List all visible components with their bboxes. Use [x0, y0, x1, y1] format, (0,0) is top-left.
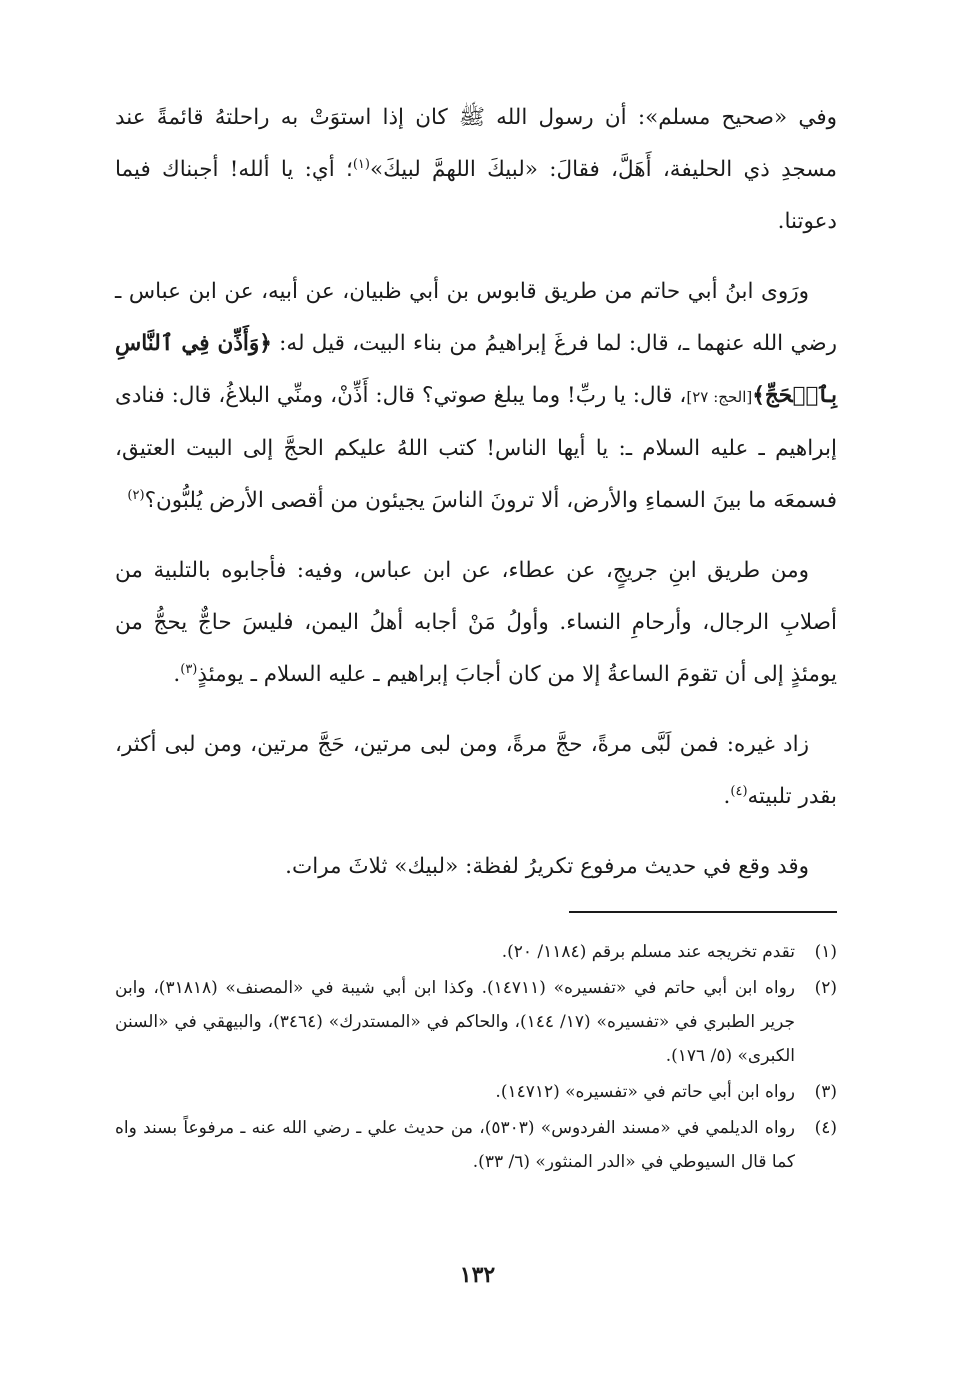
paragraph-5-text: وقد وقع في حديث مرفوع تكريرُ لفظة: «لبيك» ثلاثَ مرات. [285, 854, 809, 879]
footnote-number: (٢) [814, 978, 837, 998]
footnote-divider [569, 911, 837, 913]
paragraph-3-text: ومن طريق ابنِ جريجٍ، عن عطاء، عن ابن عباس، وفيه: فأجابوه بالتلبية من أصلابِ الرجال، وأرحامِ النساء. وأولُ مَنْ أجابه أهلُ اليمن، فليسَ حاجٌّ يحجُّ من يومئذٍ إلى أن تقومَ الساعةُ إلا من كان أجابَ إبراهيم ـ عليه السلام ـ يومئذٍ [115, 558, 837, 687]
footnote-ref-1: (١) [352, 156, 370, 172]
footnote-number: (٤) [814, 1118, 837, 1138]
footnote-text: رواه الديلمي في «مسند الفردوس» (٥٣٠٣)، من حديث علي ـ رضي الله عنه ـ مرفوعاً بسند واه كما قال السيوطي في «الدر المنثور» (٦/ ٣٣). [115, 1118, 795, 1172]
paragraph-3 [115, 545, 837, 701]
footnote-text: رواه ابن أبي حاتم في «تفسيره» (١٤٧١٢). [495, 1082, 795, 1102]
footnote-text: تقدم تخريجه عند مسلم برقم (١١٨٤/ ٢٠). [501, 942, 795, 962]
footnote-4 [115, 1111, 837, 1179]
footnote-text: رواه ابن أبي حاتم في «تفسيره» (١٤٧١١). وكذا ابن أبي شيبة في «المصنف» (٣١٨١٨)، وابن جرير الطبري في «تفسيره» (١٧/ ١٤٤)، والحاكم في «المستدرك» (٣٤٦٤)، والبيهقي في «السنن الكبرى» (٥/ ١٧٦). [115, 978, 795, 1066]
footnotes [115, 935, 837, 1179]
paragraph-3-tail: . [173, 662, 181, 687]
paragraph-2-tail: ، قال: يا ربِّ! وما يبلغ صوتي؟ قال: أَذِّنْ، ومنِّي البلاغُ، قال: فنادى إبراهيم ـ عليه السلام ـ: يا أيها الناس! كتب اللهُ عليكم الحجَّ إلى البيت العتيق، فسمعَه ما بينَ السماءِ والأرض، ألا ترونَ الناسَ يجيئون من أقصى الأرض يُلبُّون؟ [115, 383, 837, 513]
footnote-number: (١) [814, 942, 837, 962]
paragraph-5 [115, 841, 837, 893]
footnote-ref-2: (٢) [127, 487, 145, 503]
page-number: ١٣٢ [459, 1262, 496, 1288]
paragraph-2-text: ورَوى ابنُ أبي حاتم من طريق قابوس بن أبي ظبيان، عن أبيه، عن ابن عباس ـ رضي الله عنهما ـ، قال: لما فرغَ إبراهيمُ من بناء البيت، قيل له: [115, 279, 837, 356]
paragraph-1-tail: ؛ أي: يا ألله! أجبناك فيما دعوتنا. [115, 157, 837, 234]
footnote-1 [115, 935, 837, 969]
paragraph-4-tail: . [723, 784, 731, 809]
paragraph-2 [115, 266, 837, 527]
footnote-ref-3: (٣) [180, 661, 198, 677]
quran-reference: [الحج: ٢٧] [686, 388, 753, 406]
paragraph-4-text: زاد غيره: فمن لَبَّى مرةً، حجَّ مرةً، ومن لبى مرتين، حَجَّ مرتين، ومن لبى أكثر، بقدر تلبيته [115, 732, 837, 809]
paragraph-1 [115, 92, 837, 248]
quran-verse: ﴿وَأَذِّن فِي ٱلنَّاسِ بِٱلۡحَجِّ﴾ [115, 331, 837, 408]
main-text [115, 92, 837, 893]
footnote-3 [115, 1075, 837, 1109]
page-content [115, 92, 837, 1181]
footnote-number: (٣) [814, 1082, 837, 1102]
footnote-2 [115, 971, 837, 1073]
footnote-ref-4: (٤) [730, 783, 748, 799]
paragraph-4 [115, 719, 837, 823]
paragraph-1-text: وفي «صحيح مسلم»: أن رسول الله ﷺ كان إذا استوَتْ به راحلتهُ قائمةً عند مسجدِ ذي الحليفة، أَهَلَّ، فقالَ: «لبيكَ اللهمَّ لبيكَ» [115, 105, 837, 182]
